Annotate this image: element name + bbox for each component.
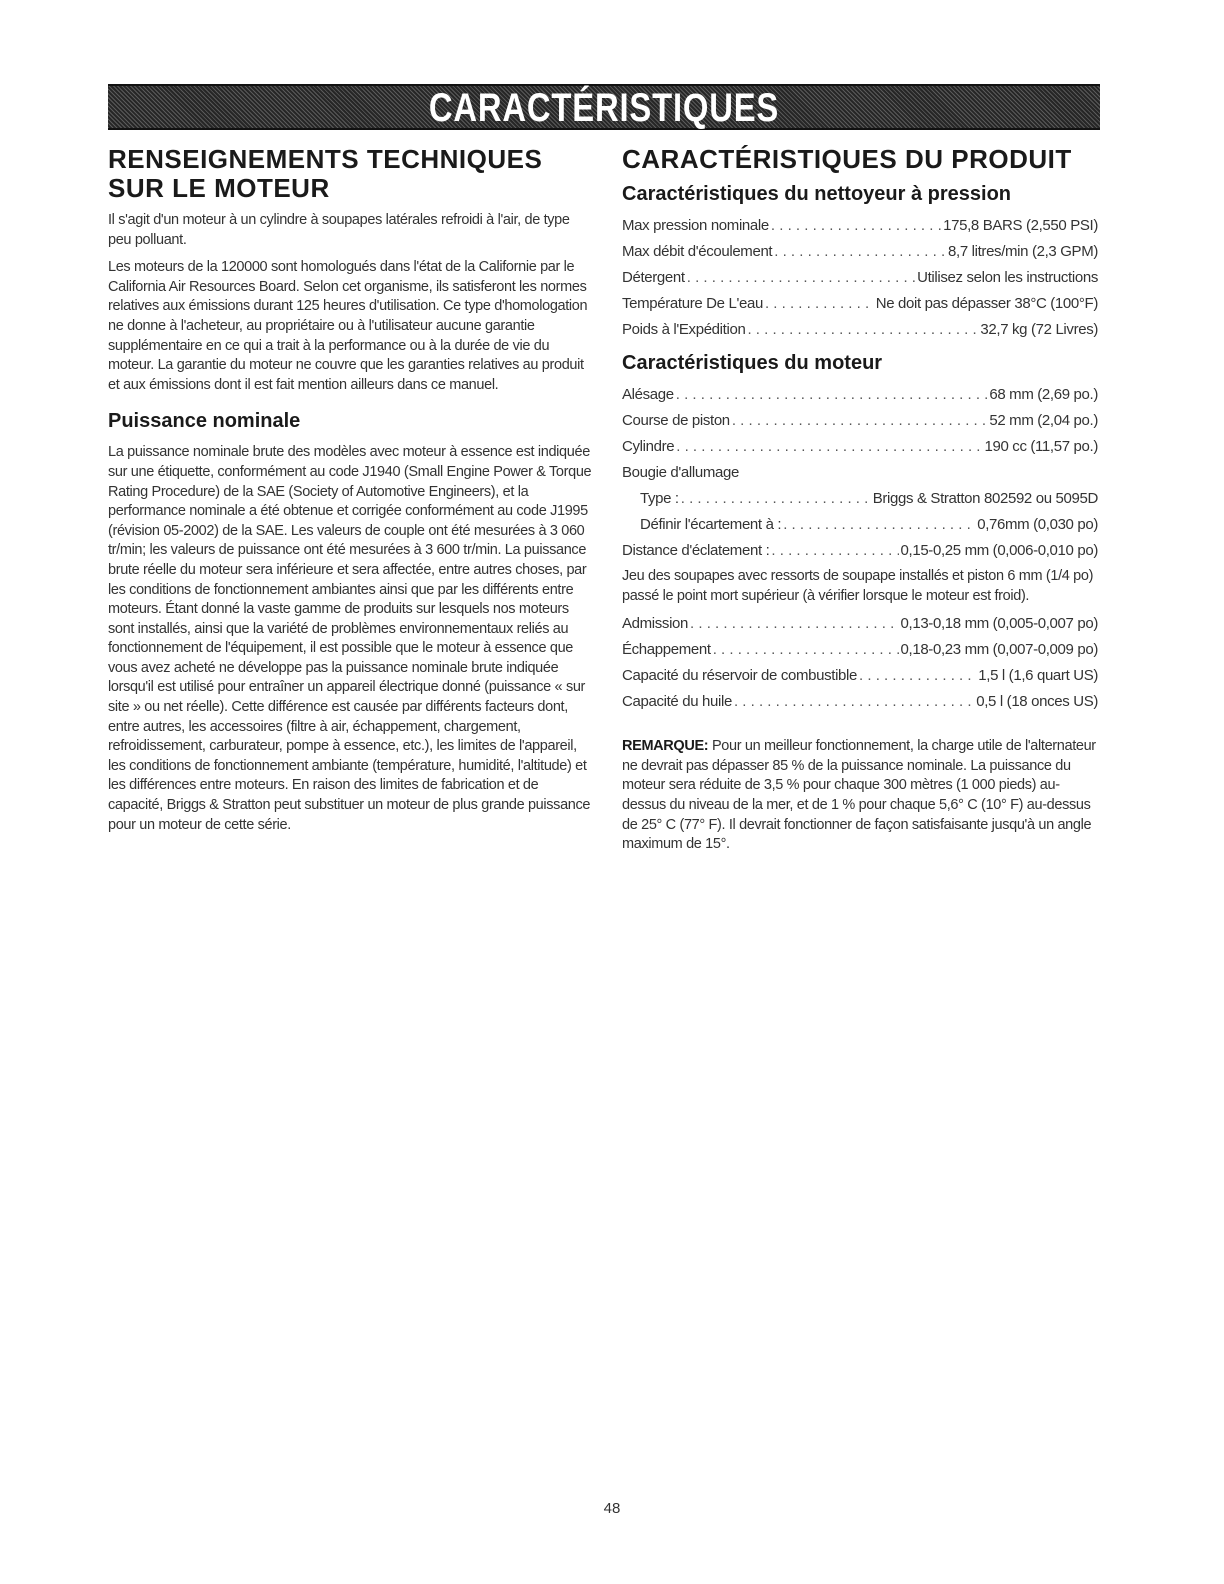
product-specs-heading: CARACTÉRISTIQUES DU PRODUIT	[622, 144, 1072, 174]
spec-row	[622, 541, 1098, 560]
spec-row	[622, 640, 1098, 659]
spec-label: Admission	[622, 615, 689, 633]
spec-label: Température De L'eau	[622, 295, 763, 312]
leader-dots	[732, 411, 988, 430]
spec-value: Utilisez selon les instructions	[917, 269, 1098, 286]
washer-specs-heading: Caractéristiques du nettoyeur à pression	[622, 183, 1012, 205]
remark-label: REMARQUE:	[622, 738, 709, 755]
engine-specs-heading: Caractéristiques du moteur	[622, 352, 883, 374]
leader-dots	[713, 640, 899, 659]
power-rating-paragraph: La puissance nominale brute des modèles avec moteur à essence est indiquée sur une étiquette, conformément au code J1940 (Small Engine Power & Torque Rating Procedure) de la SAE (Society of Automotive Engineers), et la performance nominale a été obtenue et corrigée conformément au code J1995 (révision 05-2002) de la SAE. Les valeurs de couple ont été mesurées à 3 060 tr/min; les valeurs de puissance ont été mesurées à 3 600 tr/min. La puissance brute réelle du moteur sera inférieure et sera affectée, entre autres choses, par les conditions de fonctionnement ambiantes ainsi que par les différents entre moteurs. Étant donné la vaste gamme de produits sur lesquels nos moteurs sont installés, ainsi que la variété de problèmes environnementaux reliés au fonctionnement de l'équipement, il est possible que le moteur à essence que vous avez acheté ne développe pas la puissance nominale brute indiquée lorsqu'il est utilisé pour entraîner un appareil électrique donné (puissance « sur site » ou net réelle). Cette différence est causée par différents facteurs dont, entre autres, les accessoires (filtre à air, échappement, chargement, refroidissement, carburateur, pompe à essence, etc.), les limites de l'appareil, les conditions de fonctionnement ambiante (température, humidité, l'altitude) et les différences entre moteurs. En raison des limites de fabrication et de capacité, Briggs & Stratton peut substituer un moteur de plus grande puissance pour un moteur de cette série.	[108, 444, 592, 833]
leader-dots	[681, 489, 871, 508]
certification-paragraph: Les moteurs de la 120000 sont homologués dans l'état de la Californie par le California Air Resources Board. Selon cet organisme, ils satisferont les normes relatives aux émissions durant 125 heures d'utilisation. Ce type d'homologation ne donne à l'acheteur, au propriétaire ou à l'utilisateur aucune garantie supplémentaire en ce qui a trait à la performance ou à la durée de vie du moteur. La garantie du moteur ne couvre que les garanties relatives au produit et aux émissions dont il est fait mention ailleurs dans ce manuel.	[108, 259, 588, 393]
washer-spec-list	[622, 216, 1098, 339]
spec-row	[622, 294, 1098, 313]
leader-dots	[687, 268, 915, 287]
valve-clearance-note: Jeu des soupapes avec ressorts de soupape installés et piston 6 mm (1/4 po) passé le point mort supérieur (à vérifier lorsque le moteur est froid).	[622, 568, 1094, 604]
spec-value: 32,7 kg (72 Livres)	[980, 321, 1098, 338]
spec-row	[622, 385, 1098, 404]
spec-value: 52 mm (2,04 po.)	[989, 412, 1098, 429]
spec-row	[622, 437, 1098, 456]
spec-label: Cylindre	[622, 438, 675, 455]
spec-value: Ne doit pas dépasser 38°C (100°F)	[875, 295, 1098, 312]
spec-row	[622, 268, 1098, 287]
spec-value: 175,8 BARS (2,550 PSI)	[943, 217, 1098, 234]
spec-label: Max pression nominale	[622, 217, 769, 234]
engine-intro-paragraph: Il s'agit d'un moteur à un cylindre à soupapes latérales refroidi à l'air, de type peu polluant.	[108, 212, 570, 248]
leader-dots	[774, 242, 946, 261]
spec-label: Alésage	[622, 386, 674, 403]
leader-dots	[676, 385, 988, 404]
leader-dots	[859, 666, 976, 685]
spec-row	[622, 692, 1098, 711]
spec-label: Course de piston	[622, 412, 730, 429]
power-rating-heading: Puissance nominale	[108, 410, 301, 433]
spec-value: 0,5 l (18 onces US)	[976, 693, 1098, 711]
spec-label: Échappement	[622, 641, 711, 659]
spec-value: 1,5 l (1,6 quart US)	[978, 667, 1098, 685]
spec-row	[622, 515, 1098, 534]
leader-dots	[783, 515, 975, 534]
spec-value: 0,15-0,25 mm (0,006-0,010 po)	[900, 542, 1098, 559]
page-number: 48	[603, 1500, 621, 1517]
spec-value: 68 mm (2,69 po.)	[989, 386, 1098, 403]
engine-tech-heading: RENSEIGNEMENTS TECHNIQUES SUR LE MOTEUR	[108, 144, 543, 203]
remark-paragraph	[622, 737, 1098, 855]
right-column	[622, 145, 1098, 863]
spec-value: 0,18-0,23 mm (0,007-0,009 po)	[900, 641, 1098, 659]
engine-spec-list	[622, 385, 1098, 711]
left-column	[108, 145, 592, 843]
section-banner	[108, 84, 1100, 130]
leader-dots	[747, 320, 978, 339]
remark-text: Pour un meilleur fonctionnement, la charge utile de l'alternateur ne devrait pas dépasser 85 % de la puissance nominale. La puissance du moteur sera réduite de 3,5 % pour chaque 300 mètres (1 000 pieds) au-dessus du niveau de la mer, et de 1 % pour chaque 5,6° C (10° F) au-dessus de 25° C (77° F). Il devrait fonctionner de façon satisfaisante jusqu'à un angle maximum de 15°.	[622, 738, 1096, 853]
spec-row	[622, 320, 1098, 339]
banner-title: CARACTÉRISTIQUES	[428, 86, 780, 130]
spec-row	[622, 216, 1098, 235]
leader-dots	[690, 614, 898, 633]
spec-label: Poids à l'Expédition	[622, 321, 746, 338]
spec-row	[622, 242, 1098, 261]
spec-label: Max débit d'écoulement	[622, 243, 773, 260]
spec-row	[622, 666, 1098, 685]
leader-dots	[771, 216, 941, 235]
spec-value: Briggs & Stratton 802592 ou 5095D	[872, 490, 1098, 507]
spec-row	[622, 489, 1098, 508]
spec-label: Capacité du réservoir de combustible	[622, 667, 858, 685]
leader-dots	[676, 437, 982, 456]
spec-label: Distance d'éclatement :	[622, 542, 770, 559]
spec-label: Détergent	[622, 269, 685, 286]
spark-plug-label: Bougie d'allumage	[622, 464, 740, 481]
spec-label: Capacité du huile	[622, 693, 732, 711]
spec-value: 0,76mm (0,030 po)	[977, 516, 1098, 533]
spec-label: Type :	[640, 490, 679, 507]
leader-dots	[734, 692, 974, 711]
leader-dots	[771, 541, 898, 560]
spec-value: 190 cc (11,57 po.)	[984, 438, 1098, 455]
spec-value: 0,13-0,18 mm (0,005-0,007 po)	[900, 615, 1098, 633]
spec-row	[622, 614, 1098, 633]
spec-value: 8,7 litres/min (2,3 GPM)	[948, 243, 1098, 260]
spec-label: Définir l'écartement à :	[640, 516, 782, 533]
leader-dots	[765, 294, 874, 313]
spec-row	[622, 411, 1098, 430]
